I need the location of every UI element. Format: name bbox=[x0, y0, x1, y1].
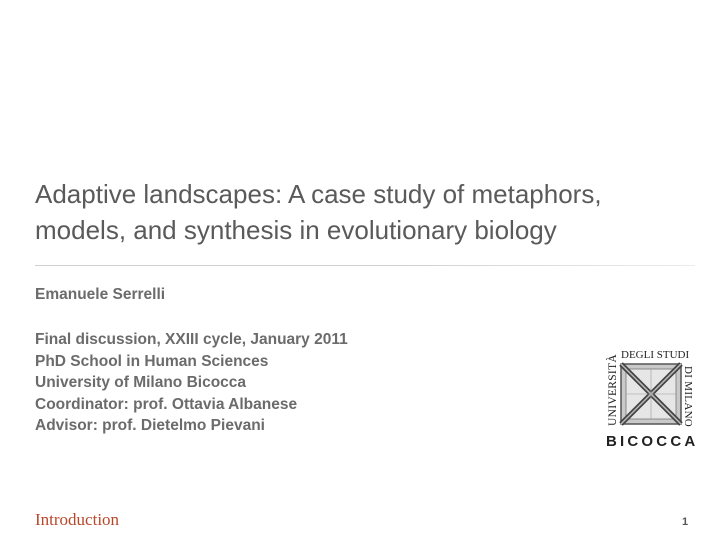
detail-line: Final discussion, XXIII cycle, January 2011 bbox=[35, 331, 348, 348]
logo-text-top: DEGLI STUDI bbox=[621, 349, 690, 361]
section-label: Introduction bbox=[35, 510, 120, 529]
presentation-details bbox=[35, 329, 348, 437]
detail-line: PhD School in Human Sciences bbox=[35, 352, 269, 370]
title-divider bbox=[35, 265, 695, 266]
logo-emblem bbox=[621, 364, 681, 424]
detail-line: Advisor: prof. Dietelmo Pievani bbox=[35, 417, 265, 434]
logo-text-bottom: BICOCCA bbox=[606, 433, 698, 450]
logo-text-right: DI MILANO bbox=[682, 366, 694, 428]
title-line-1: Adaptive landscapes: A case study of metaphors, bbox=[35, 179, 602, 209]
title-line-2: models, and synthesis in evolutionary biology bbox=[35, 215, 557, 245]
logo-text-left: UNIVERSITÀ bbox=[607, 354, 619, 426]
author-name: Emanuele Serrelli bbox=[35, 286, 166, 303]
page-number: 1 bbox=[682, 516, 689, 528]
detail-line: Coordinator: prof. Ottavia Albanese bbox=[35, 395, 298, 413]
university-logo bbox=[604, 346, 698, 452]
detail-line: University of Milano Bicocca bbox=[35, 374, 247, 391]
slide-title bbox=[35, 176, 705, 248]
